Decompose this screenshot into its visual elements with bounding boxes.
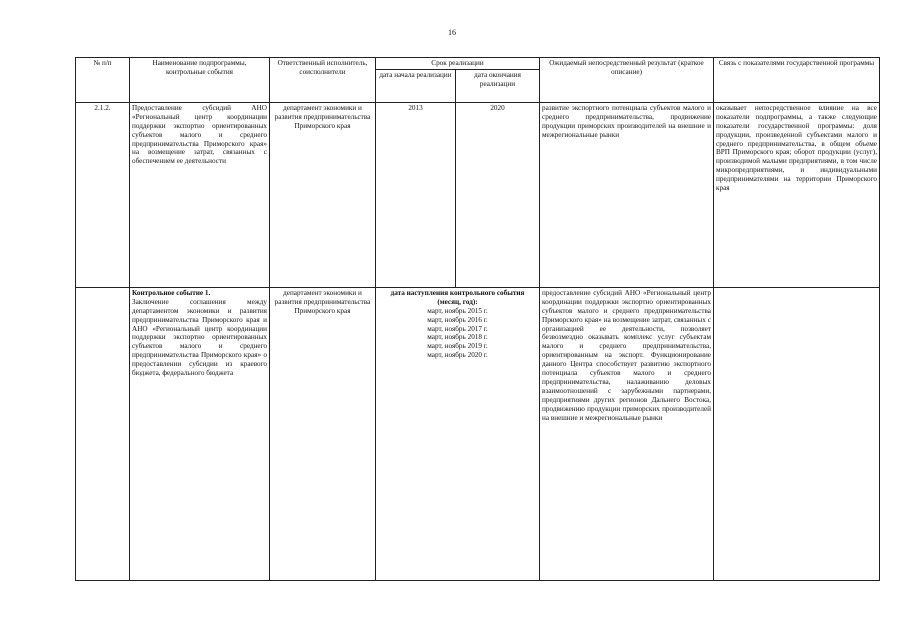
header-start: дата начала реализации: [376, 69, 456, 102]
row1-name: Предоставление субсидий АНО «Региональный центр координации поддержки экспортно ориентированных субъектов малого и среднего предпринимательства Приморского края» на возмещение затрат, связанных с обеспечением ее деятельности: [130, 102, 270, 287]
program-table: [75, 57, 880, 581]
table-row: [76, 102, 880, 287]
row1-start: 2013: [376, 102, 456, 287]
event-date-title: дата наступления контрольного события (месяц, год):: [390, 288, 525, 306]
header-period: Срок реализации: [376, 58, 540, 70]
header-link: Связь с показателями государственной программы: [714, 58, 880, 103]
event-date: март, ноябрь 2018 г.: [427, 333, 488, 342]
header-num: № п/п: [76, 58, 130, 103]
header-name: Наименование подпрограммы, контрольные события: [130, 58, 270, 103]
control-event-description: Заключение соглашения между департаментом экономики и развития предпринимательства Приморского края и АНО «Региональный центр координации поддержки экспортно ориентированных субъектов малого и среднего предпринимательства Приморского края» о предоставлении субсидии из краевого бюджета, федерального бюджета: [132, 297, 267, 378]
row2-num: [76, 287, 130, 580]
row2-dates-cell: [376, 287, 540, 580]
row1-end: 2020: [456, 102, 540, 287]
row1-num: 2.1.2.: [76, 102, 130, 287]
row1-result: развитие экспортного потенциала субъектов малого и среднего предпринимательства, продвижение продукции приморских производителей на внешние и межрегиональные рынки: [540, 102, 714, 287]
table-row: [76, 287, 880, 580]
header-end: дата окончания реализации: [456, 69, 540, 102]
row2-name-cell: [130, 287, 270, 580]
control-event-title: Контрольное событие 1.: [132, 288, 211, 297]
page-number: 16: [448, 28, 456, 37]
row2-link: [714, 287, 880, 580]
event-date: март, ноябрь 2015 г.: [427, 306, 488, 315]
row1-responsible: департамент экономики и развития предпринимательства Приморского края: [270, 102, 376, 287]
header-responsible: Ответственный исполнитель, соисполнители: [270, 58, 376, 103]
event-date: март, ноябрь 2016 г.: [427, 315, 488, 324]
event-date: март, ноябрь 2019 г.: [427, 342, 488, 351]
row2-result: предоставление субсидий АНО «Региональный центр координации поддержки экспортно ориентированных субъектов малого и среднего предпринимательства Приморского края» на возмещение затрат, связанных с организацией ее деятельности, позволяет безвозмездно оказывать комплекс услуг субъектам малого и среднего предпринимательства, ориентированным на экспорт. Функционирование данного Центра способствует развитию экспортного потенциала субъектов малого и среднего предпринимательства, налаживанию деловых взаимоотношений с зарубежными партнерами, предприятиями других регионов Дальнего Востока, продвижению продукции приморских производителей на внешние и межрегиональные рынки: [540, 287, 714, 580]
event-date: март, ноябрь 2017 г.: [427, 324, 488, 333]
event-date: март, ноябрь 2020 г.: [427, 351, 488, 360]
header-result: Ожидаемый непосредственный результат (краткое описание): [540, 58, 714, 103]
row2-responsible: департамент экономики и развития предпринимательства Приморского края: [270, 287, 376, 580]
row1-link: оказывает непосредственное влияние на все показатели подпрограммы, а также следующие показатели государственной программы: доля продукции, произведенной субъектами малого и среднего предпринимательства, в общем объеме ВРП Приморского края; оборот продукции (услуг), производимой малыми предприятиями, в том числе микропредприятиями, и индивидуальными предпринимателями на территории Приморского края: [714, 102, 880, 287]
